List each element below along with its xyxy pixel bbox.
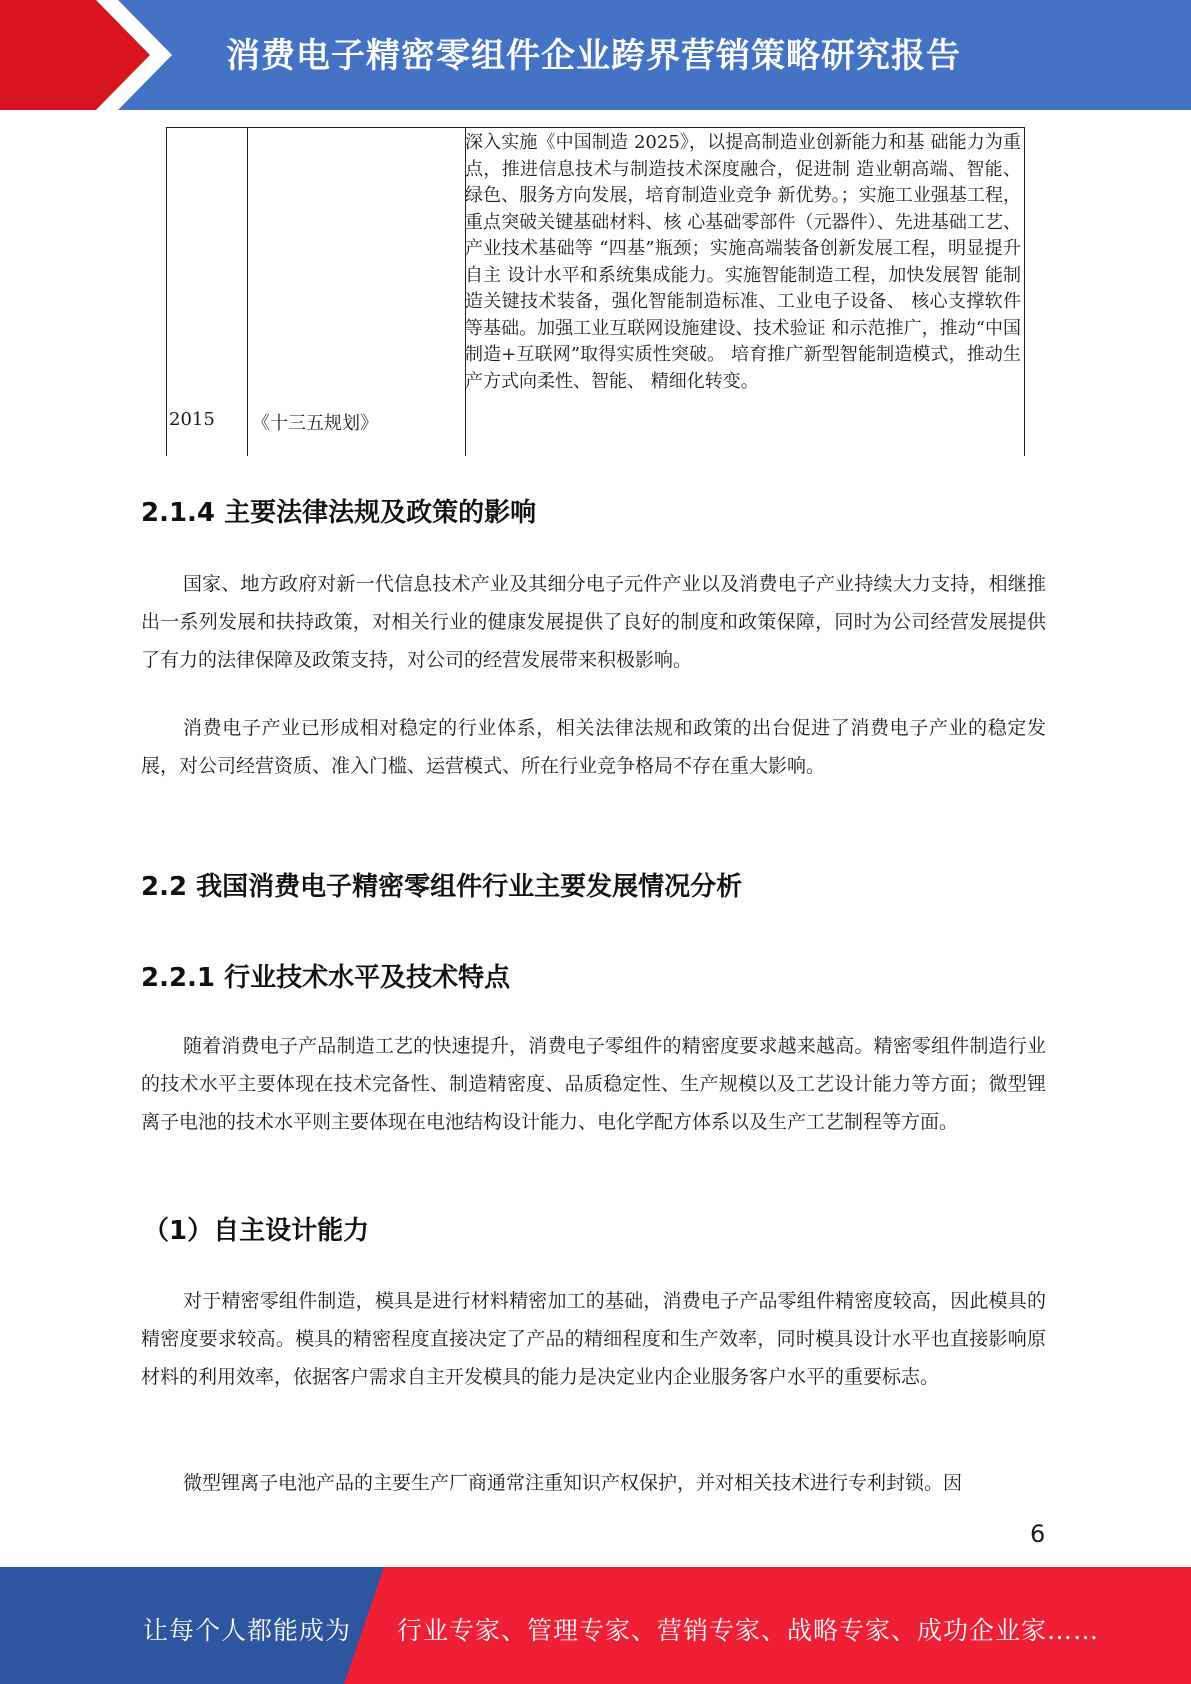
section-heading-2-2-1: 2.2.1 行业技术水平及技术特点 bbox=[141, 963, 511, 993]
report-title: 消费电子精密零组件企业跨界营销策略研究报告 bbox=[226, 36, 961, 76]
footer-slogan-right: 行业专家、管理专家、营销专家、战略专家、成功企业家…… bbox=[397, 1616, 1100, 1645]
section-heading-2-1-4: 2.1.4 主要法律法规及政策的影响 bbox=[141, 498, 537, 528]
table-cell-description: 深入实施《中国制造 2025》，以提高制造业创新能力和基 础能力为重点，推进信息技术与制造技术深度融合，促进制 造业朝高端、智能、绿色、服务方向发展，培育制造业竞争 新优势。；实施工业强基工程，重点突破关键基础材料、核 心基础零部件（元器件）、先进基础工艺、产业技术基础等 “四基”瓶颈；实施高端装备创新发展工程，明显提升自主 设计水平和系统集成能力。实施智能制造工程，加快发展智 能制造关键技术装备，强化智能制造标准、工业电子设备、 核心支撑软件等基础。加强工业互联网设施建设、技术验证 和示范推广，推动“中国制造+互联网”取得实质性突破。 培育推广新型智能制造模式，推动生产方式向柔性、智能、 精细化转变。 bbox=[465, 132, 1021, 392]
table-divider bbox=[247, 128, 248, 456]
table-cell-plan: 《十三五规划》 bbox=[252, 413, 378, 434]
footer-slogan-left: 让每个人都能成为 bbox=[143, 1616, 352, 1645]
paragraph: 消费电子产业已形成相对稳定的行业体系，相关法律法规和政策的出台促进了消费电子产业的稳定发展，对公司经营资质、准入门槛、运营模式、所在行业竞争格局不存在重大影响。 bbox=[141, 717, 1046, 777]
subsection-heading: （1）自主设计能力 bbox=[143, 1216, 370, 1246]
header-banner bbox=[0, 0, 1191, 110]
section-heading-2-2: 2.2 我国消费电子精密零组件行业主要发展情况分析 bbox=[141, 872, 743, 902]
footer-banner bbox=[0, 1567, 1191, 1684]
policy-table bbox=[166, 127, 1025, 456]
paragraph: 对于精密零组件制造，模具是进行材料精密加工的基础，消费电子产品零组件精密度较高，因此模具的精密度要求较高。模具的精密程度直接决定了产品的精细程度和生产效率，同时模具设计水平也直接影响原材料的利用效率，依据客户需求自主开发模具的能力是决定业内企业服务客户水平的重要标志。 bbox=[141, 1290, 1046, 1388]
paragraph: 微型锂离子电池产品的主要生产厂商通常注重知识产权保护，并对相关技术进行专利封锁。因 bbox=[183, 1472, 963, 1494]
page-number: 6 bbox=[1030, 1520, 1046, 1548]
table-cell-year: 2015 bbox=[169, 409, 215, 430]
paragraph: 随着消费电子产品制造工艺的快速提升，消费电子零组件的精密度要求越来越高。精密零组件制造行业的技术水平主要体现在技术完备性、制造精密度、品质稳定性、生产规模以及工艺设计能力等方面；微型锂离子电池的技术水平则主要体现在电池结构设计能力、电化学配方体系以及生产工艺制程等方面。 bbox=[141, 1035, 1046, 1133]
paragraph: 国家、地方政府对新一代信息技术产业及其细分电子元件产业以及消费电子产业持续大力支持，相继推出一系列发展和扶持政策，对相关行业的健康发展提供了良好的制度和政策保障，同时为公司经营发展提供了有力的法律保障及政策支持，对公司的经营发展带来积极影响。 bbox=[141, 573, 1046, 671]
